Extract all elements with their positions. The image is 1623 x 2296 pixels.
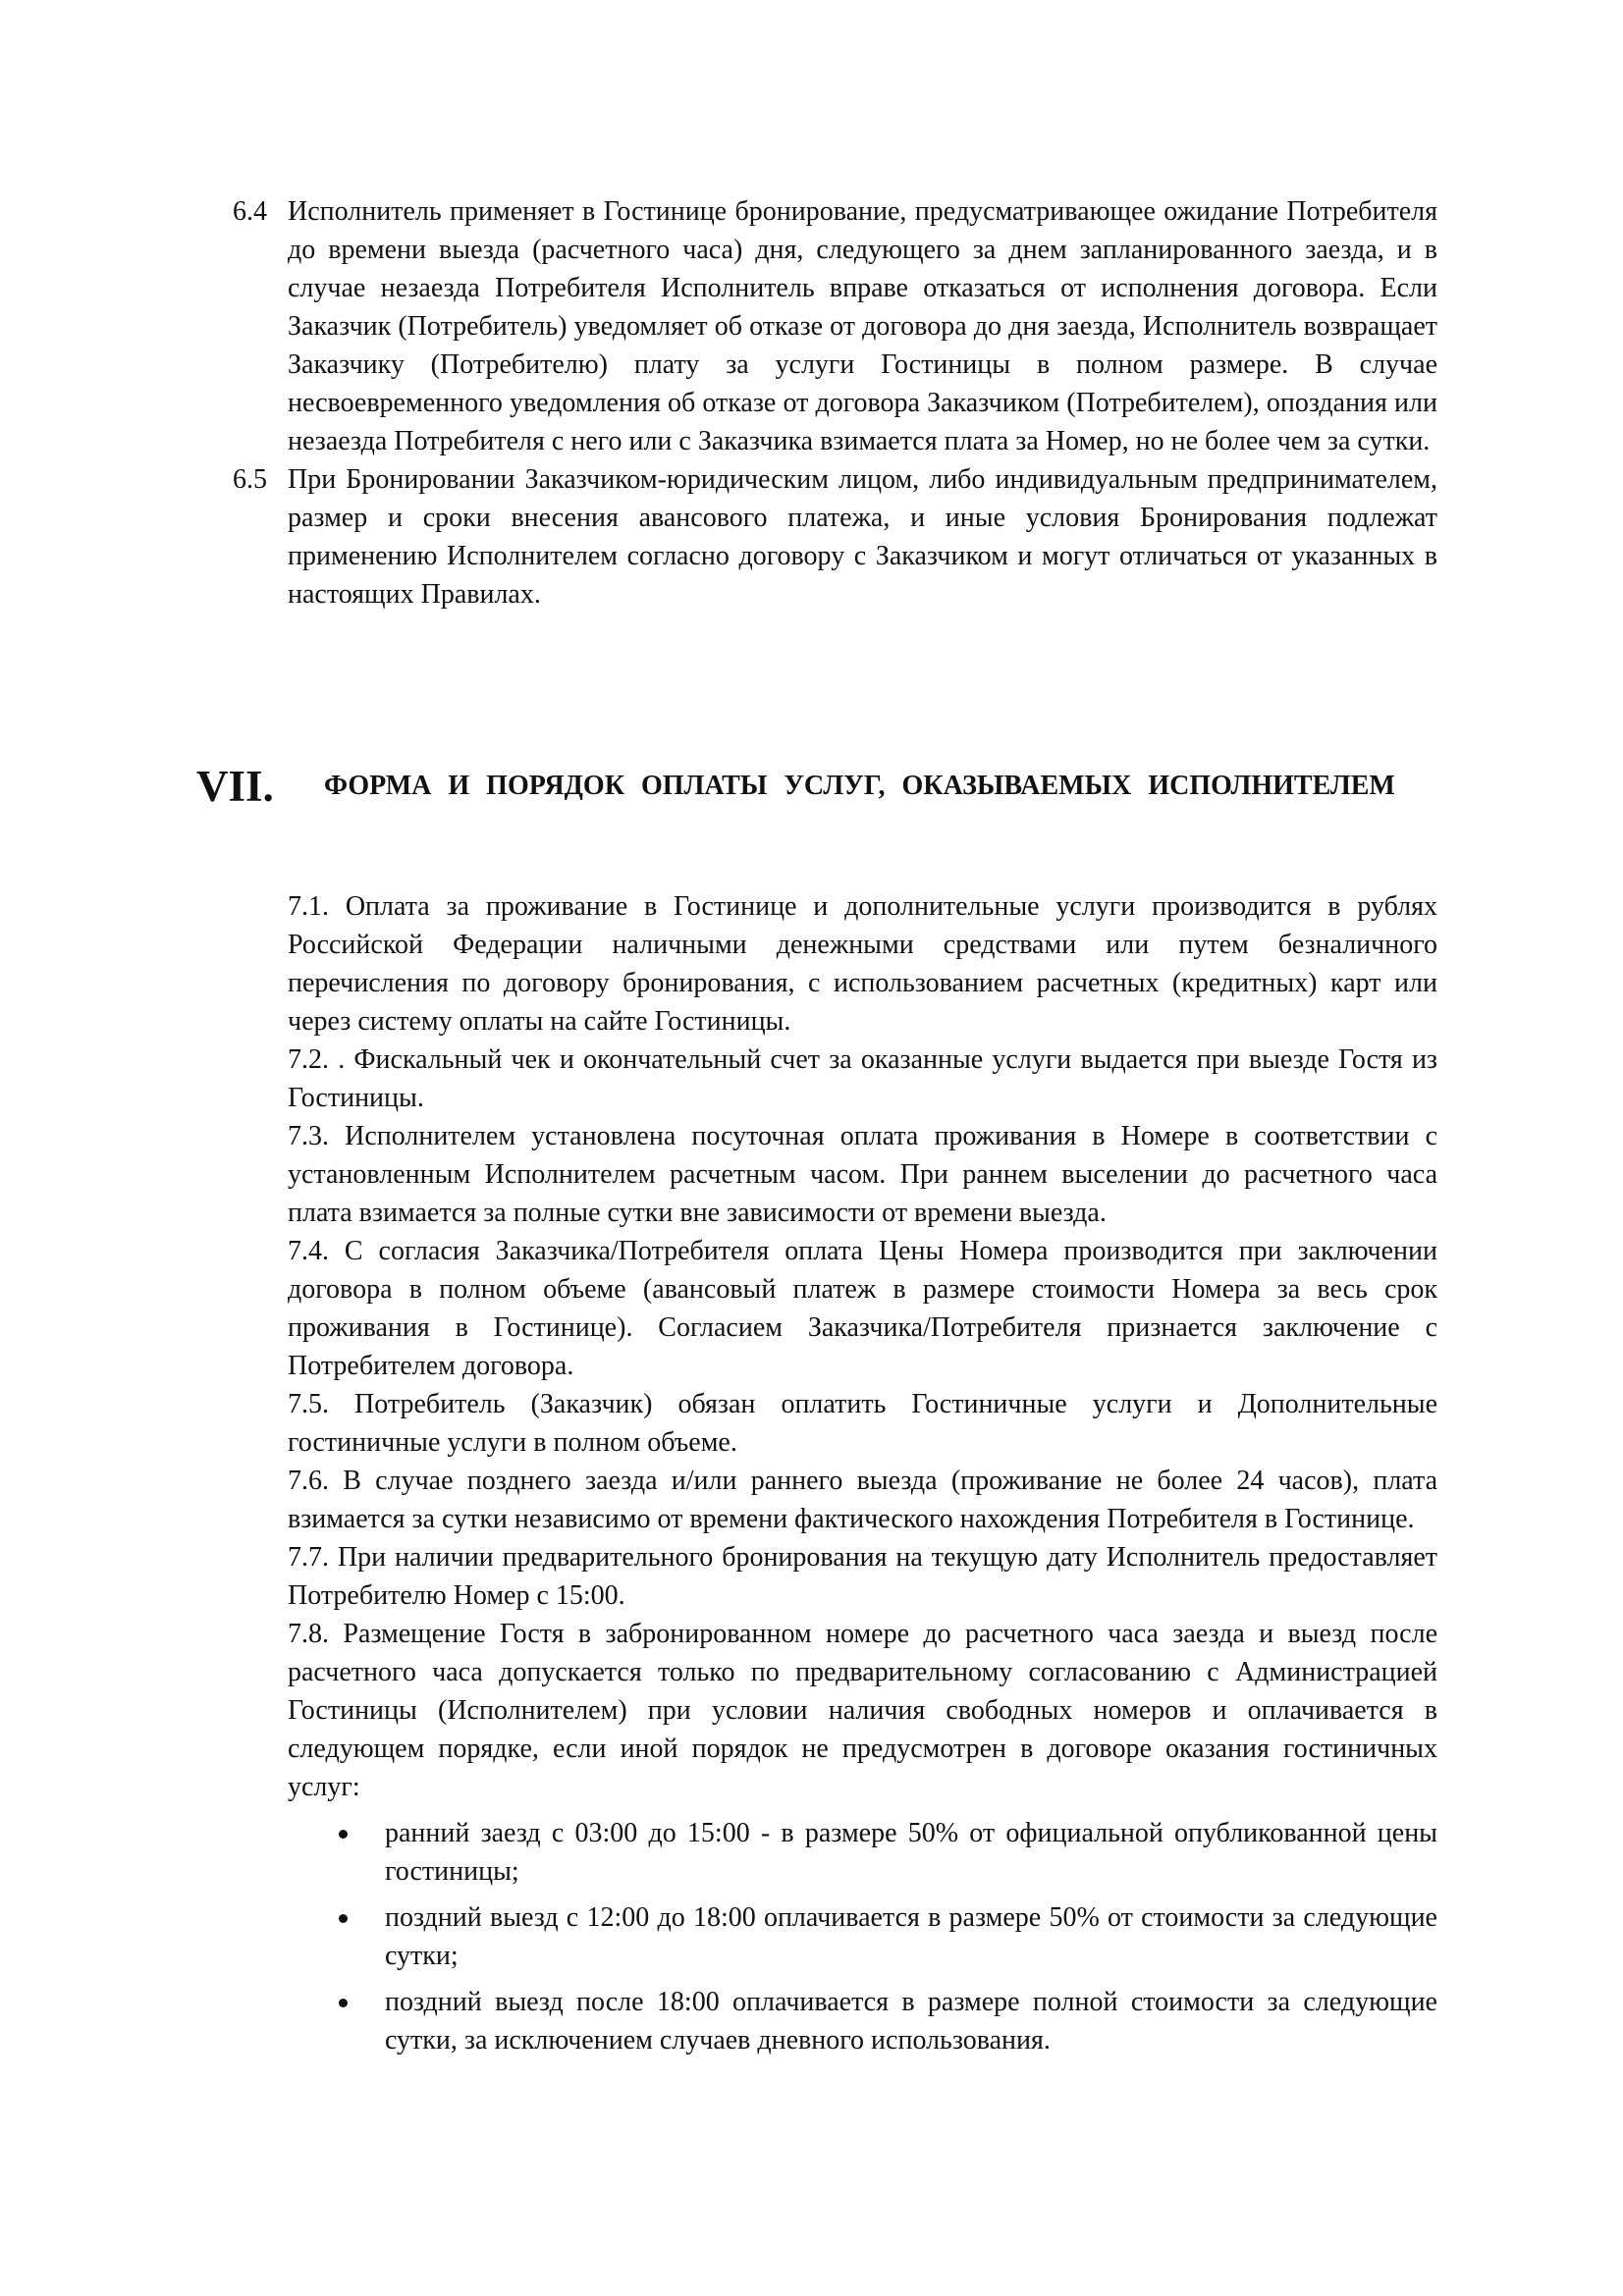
bullet-icon — [339, 1999, 348, 2007]
paragraph-7-1: 7.1. Оплата за проживание в Гостинице и дополнительные услуги производится в рублях Российской Федерации наличными денежными средствами или путем безналичного перечисления по договору бронирования, с использованием расчетных (кредитных) карт или через систему оплаты на сайте Гостиницы. — [288, 891, 1437, 1037]
paragraph-7-2: 7.2. . Фискальный чек и окончательный счет за оказанные услуги выдается при выезде Гостя из Гостиницы. — [288, 1044, 1437, 1113]
paragraph-7-5: 7.5. Потребитель (Заказчик) обязан оплатить Гостиничные услуги и Дополнительные гостиничные услуги в полном объеме. — [288, 1389, 1437, 1458]
list-item-text: ранний заезд с 03:00 до 15:00 - в размере 50% от официальной опубликованной цены гостиницы; — [385, 1818, 1437, 1887]
clause-text: При Бронировании Заказчиком-юридическим лицом, либо индивидуальным предпринимателем, размер и сроки внесения авансового платежа, и иные условия Бронирования подлежат применению Исполнителем согласно договору с Заказчиком и могут отличаться от указанных в настоящих Правилах. — [288, 464, 1437, 610]
list-item-text: поздний выезд после 18:00 оплачивается в размере полной стоимости за следующие сутки, за исключением случаев дневного использования. — [385, 1987, 1437, 2056]
clause-number: 6.4 — [233, 196, 267, 227]
section-7-heading — [196, 762, 1437, 811]
bullet-list — [288, 1814, 1437, 2059]
clause-number: 6.5 — [233, 464, 267, 495]
list-item — [288, 1814, 1437, 1891]
bullet-icon — [339, 1830, 348, 1839]
paragraph-7-7: 7.7. При наличии предварительного бронирования на текущую дату Исполнитель предоставляет Потребителю Номер с 15:00. — [288, 1542, 1437, 1611]
paragraph-7-3: 7.3. Исполнителем установлена посуточная оплата проживания в Номере в соответствии с установленным Исполнителем расчетным часом. При раннем выселении до расчетного часа плата взимается за полные сутки вне зависимости от времени выезда. — [288, 1121, 1437, 1228]
section-6 — [233, 192, 1437, 614]
paragraph-7-6: 7.6. В случае позднего заезда и/или раннего выезда (проживание не более 24 часов), плата взимается за сутки независимо от времени фактического нахождения Потребителя в Гостинице. — [288, 1466, 1437, 1534]
paragraph-7-8: 7.8. Размещение Гостя в забронированном номере до расчетного часа заезда и выезд после расчетного часа допускается только по предварительному согласованию с Администрацией Гостиницы (Исполнителем) при условии наличия свободных номеров и оплачивается в следующем порядке, если иной порядок не предусмотрен в договоре оказания гостиничных услуг: — [288, 1619, 1437, 1802]
clause-text: Исполнитель применяет в Гостинице бронирование, предусматривающее ожидание Потребителя до времени выезда (расчетного часа) дня, следующего за днем запланированного заезда, и в случае незаезда Потребителя Исполнитель вправе отказаться от исполнения договора. Если Заказчик (Потребитель) уведомляет об отказе от договора до дня заезда, Исполнитель возвращает Заказчику (Потребителю) плату за услуги Гостиницы в полном размере. В случае несвоевременного уведомления об отказе от договора Заказчиком (Потребителем), опоздания или незаезда Потребителя с него или с Заказчика взимается плата за Номер, но не более чем за сутки. — [288, 196, 1437, 456]
paragraph-7-4: 7.4. С согласия Заказчика/Потребителя оплата Цены Номера производится при заключении договора в полном объеме (авансовый платеж в размере стоимости Номера за весь срок проживания в Гостинице). Согласием Заказчика/Потребителя признается заключение с Потребителем договора. — [288, 1236, 1437, 1381]
section-title: ФОРМА И ПОРЯДОК ОПЛАТЫ УСЛУГ, ОКАЗЫВАЕМЫХ ИСПОЛНИТЕЛЕМ — [324, 771, 1395, 801]
section-7-body — [288, 887, 1437, 2059]
clause-6-5 — [233, 460, 1437, 614]
list-item — [288, 1983, 1437, 2059]
clause-6-4 — [233, 192, 1437, 460]
section-numeral: VII. — [196, 762, 274, 811]
list-item-text: поздний выезд с 12:00 до 18:00 оплачивается в размере 50% от стоимости за следующие сутки; — [385, 1902, 1437, 1971]
list-item — [288, 1898, 1437, 1975]
bullet-icon — [339, 1914, 348, 1923]
